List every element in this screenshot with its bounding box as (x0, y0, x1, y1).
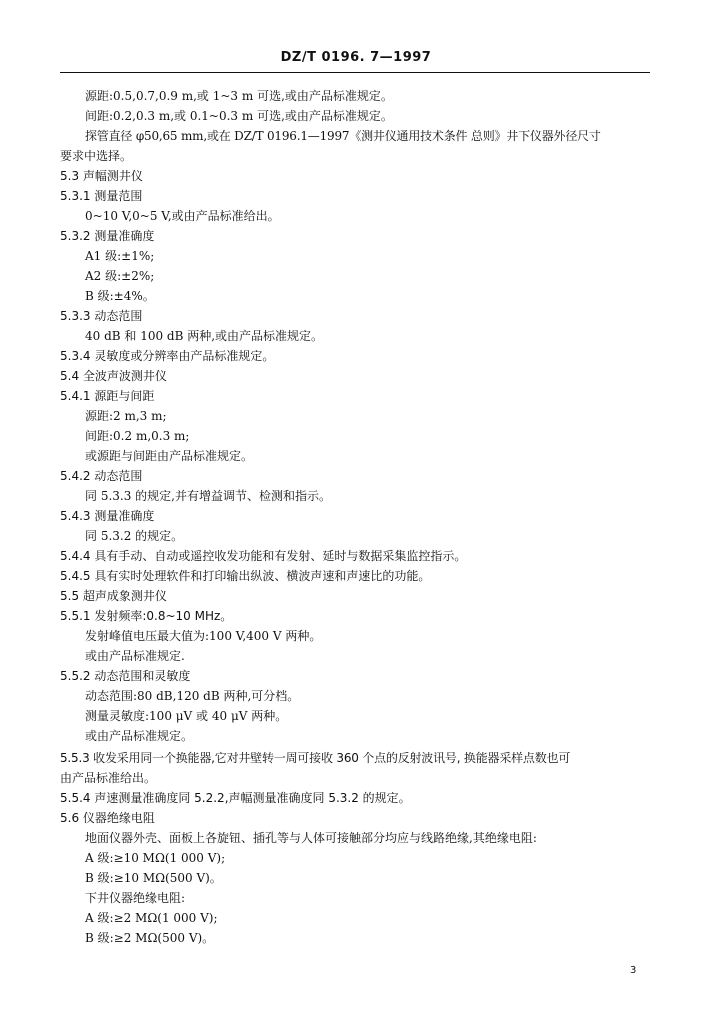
text-line: 下井仪器绝缘电阻: (85, 891, 186, 905)
section-heading: 5.3.1 测量范围 (60, 189, 143, 203)
page-number: 3 (630, 965, 637, 976)
text-line: A1 级:±1%; (85, 249, 155, 263)
text-line: 同 5.3.3 的规定,并有增益调节、检测和指示。 (85, 489, 331, 503)
section-heading: 5.5.3 收发采用同一个换能器,它对井壁转一周可接收 360 个点的反射波讯号, 换能器采样点数也可 (60, 751, 571, 765)
section-heading: 5.3.3 动态范围 (60, 309, 143, 323)
text-line: 源距:0.5,0.7,0.9 m,或 1~3 m 可选,或由产品标准规定。 (85, 89, 393, 103)
text-line: A 级:≥2 MΩ(1 000 V); (85, 911, 218, 925)
text-line: B 级:≥2 MΩ(500 V)。 (85, 931, 215, 945)
text-line: 测量灵敏度:100 μV 或 40 μV 两种。 (85, 709, 288, 723)
text-line: 源距:2 m,3 m; (85, 409, 167, 423)
section-heading: 5.4.2 动态范围 (60, 469, 143, 483)
text-line: 间距:0.2 m,0.3 m; (85, 429, 190, 443)
text-line: B 级:≥10 MΩ(500 V)。 (85, 871, 222, 885)
section-heading: 5.4.1 源距与间距 (60, 389, 155, 403)
section-heading: 5.4 全波声波测井仪 (60, 369, 167, 383)
text-line: 动态范围:80 dB,120 dB 两种,可分档。 (85, 689, 300, 703)
text-line: 40 dB 和 100 dB 两种,或由产品标准规定。 (85, 329, 324, 343)
text-line: 发射峰值电压最大值为:100 V,400 V 两种。 (85, 629, 322, 643)
section-heading: 5.4.3 测量准确度 (60, 509, 155, 523)
header-rule (60, 72, 650, 73)
text-line: 探管直径 φ50,65 mm,或在 DZ/T 0196.1—1997《测井仪通用技术条件 总则》井下仪器外径尺寸 (85, 129, 601, 143)
section-heading: 5.6 仪器绝缘电阻 (60, 811, 155, 825)
section-heading: 5.4.4 具有手动、自动或遥控收发功能和有发射、延时与数据采集监控指示。 (60, 549, 467, 563)
document-code-header: DZ/T 0196. 7—1997 (280, 50, 432, 65)
text-line: 或源距与间距由产品标准规定。 (85, 449, 254, 463)
section-heading: 5.5 超声成象测井仪 (60, 589, 167, 603)
text-line: 间距:0.2,0.3 m,或 0.1~0.3 m 可选,或由产品标准规定。 (85, 109, 393, 123)
section-heading: 5.5.2 动态范围和灵敏度 (60, 669, 191, 683)
section-heading: 5.3 声幅测井仪 (60, 169, 143, 183)
section-heading: 5.5.1 发射频率:0.8~10 MHz。 (60, 609, 233, 623)
text-line: 同 5.3.2 的规定。 (85, 529, 184, 543)
section-heading: 5.3.4 灵敏度或分辨率由产品标准规定。 (60, 349, 275, 363)
text-line: 由产品标准给出。 (60, 771, 157, 785)
text-line: 地面仪器外壳、面板上各旋钮、插孔等与人体可接触部分均应与线路绝缘,其绝缘电阻: (85, 831, 537, 845)
text-line: 或由产品标准规定. (85, 649, 185, 663)
text-line: 或由产品标准规定。 (85, 729, 194, 743)
text-line: A2 级:±2%; (85, 269, 155, 283)
section-heading: 5.5.4 声速测量准确度同 5.2.2,声幅测量准确度同 5.3.2 的规定。 (60, 791, 411, 805)
text-line: 0~10 V,0~5 V,或由产品标准给出。 (85, 209, 280, 223)
section-heading: 5.4.5 具有实时处理软件和打印输出纵波、横波声速和声速比的功能。 (60, 569, 431, 583)
text-line: A 级:≥10 MΩ(1 000 V); (85, 851, 226, 865)
section-heading: 5.3.2 测量准确度 (60, 229, 155, 243)
text-line: 要求中选择。 (60, 149, 133, 163)
text-line: B 级:±4%。 (85, 289, 155, 303)
